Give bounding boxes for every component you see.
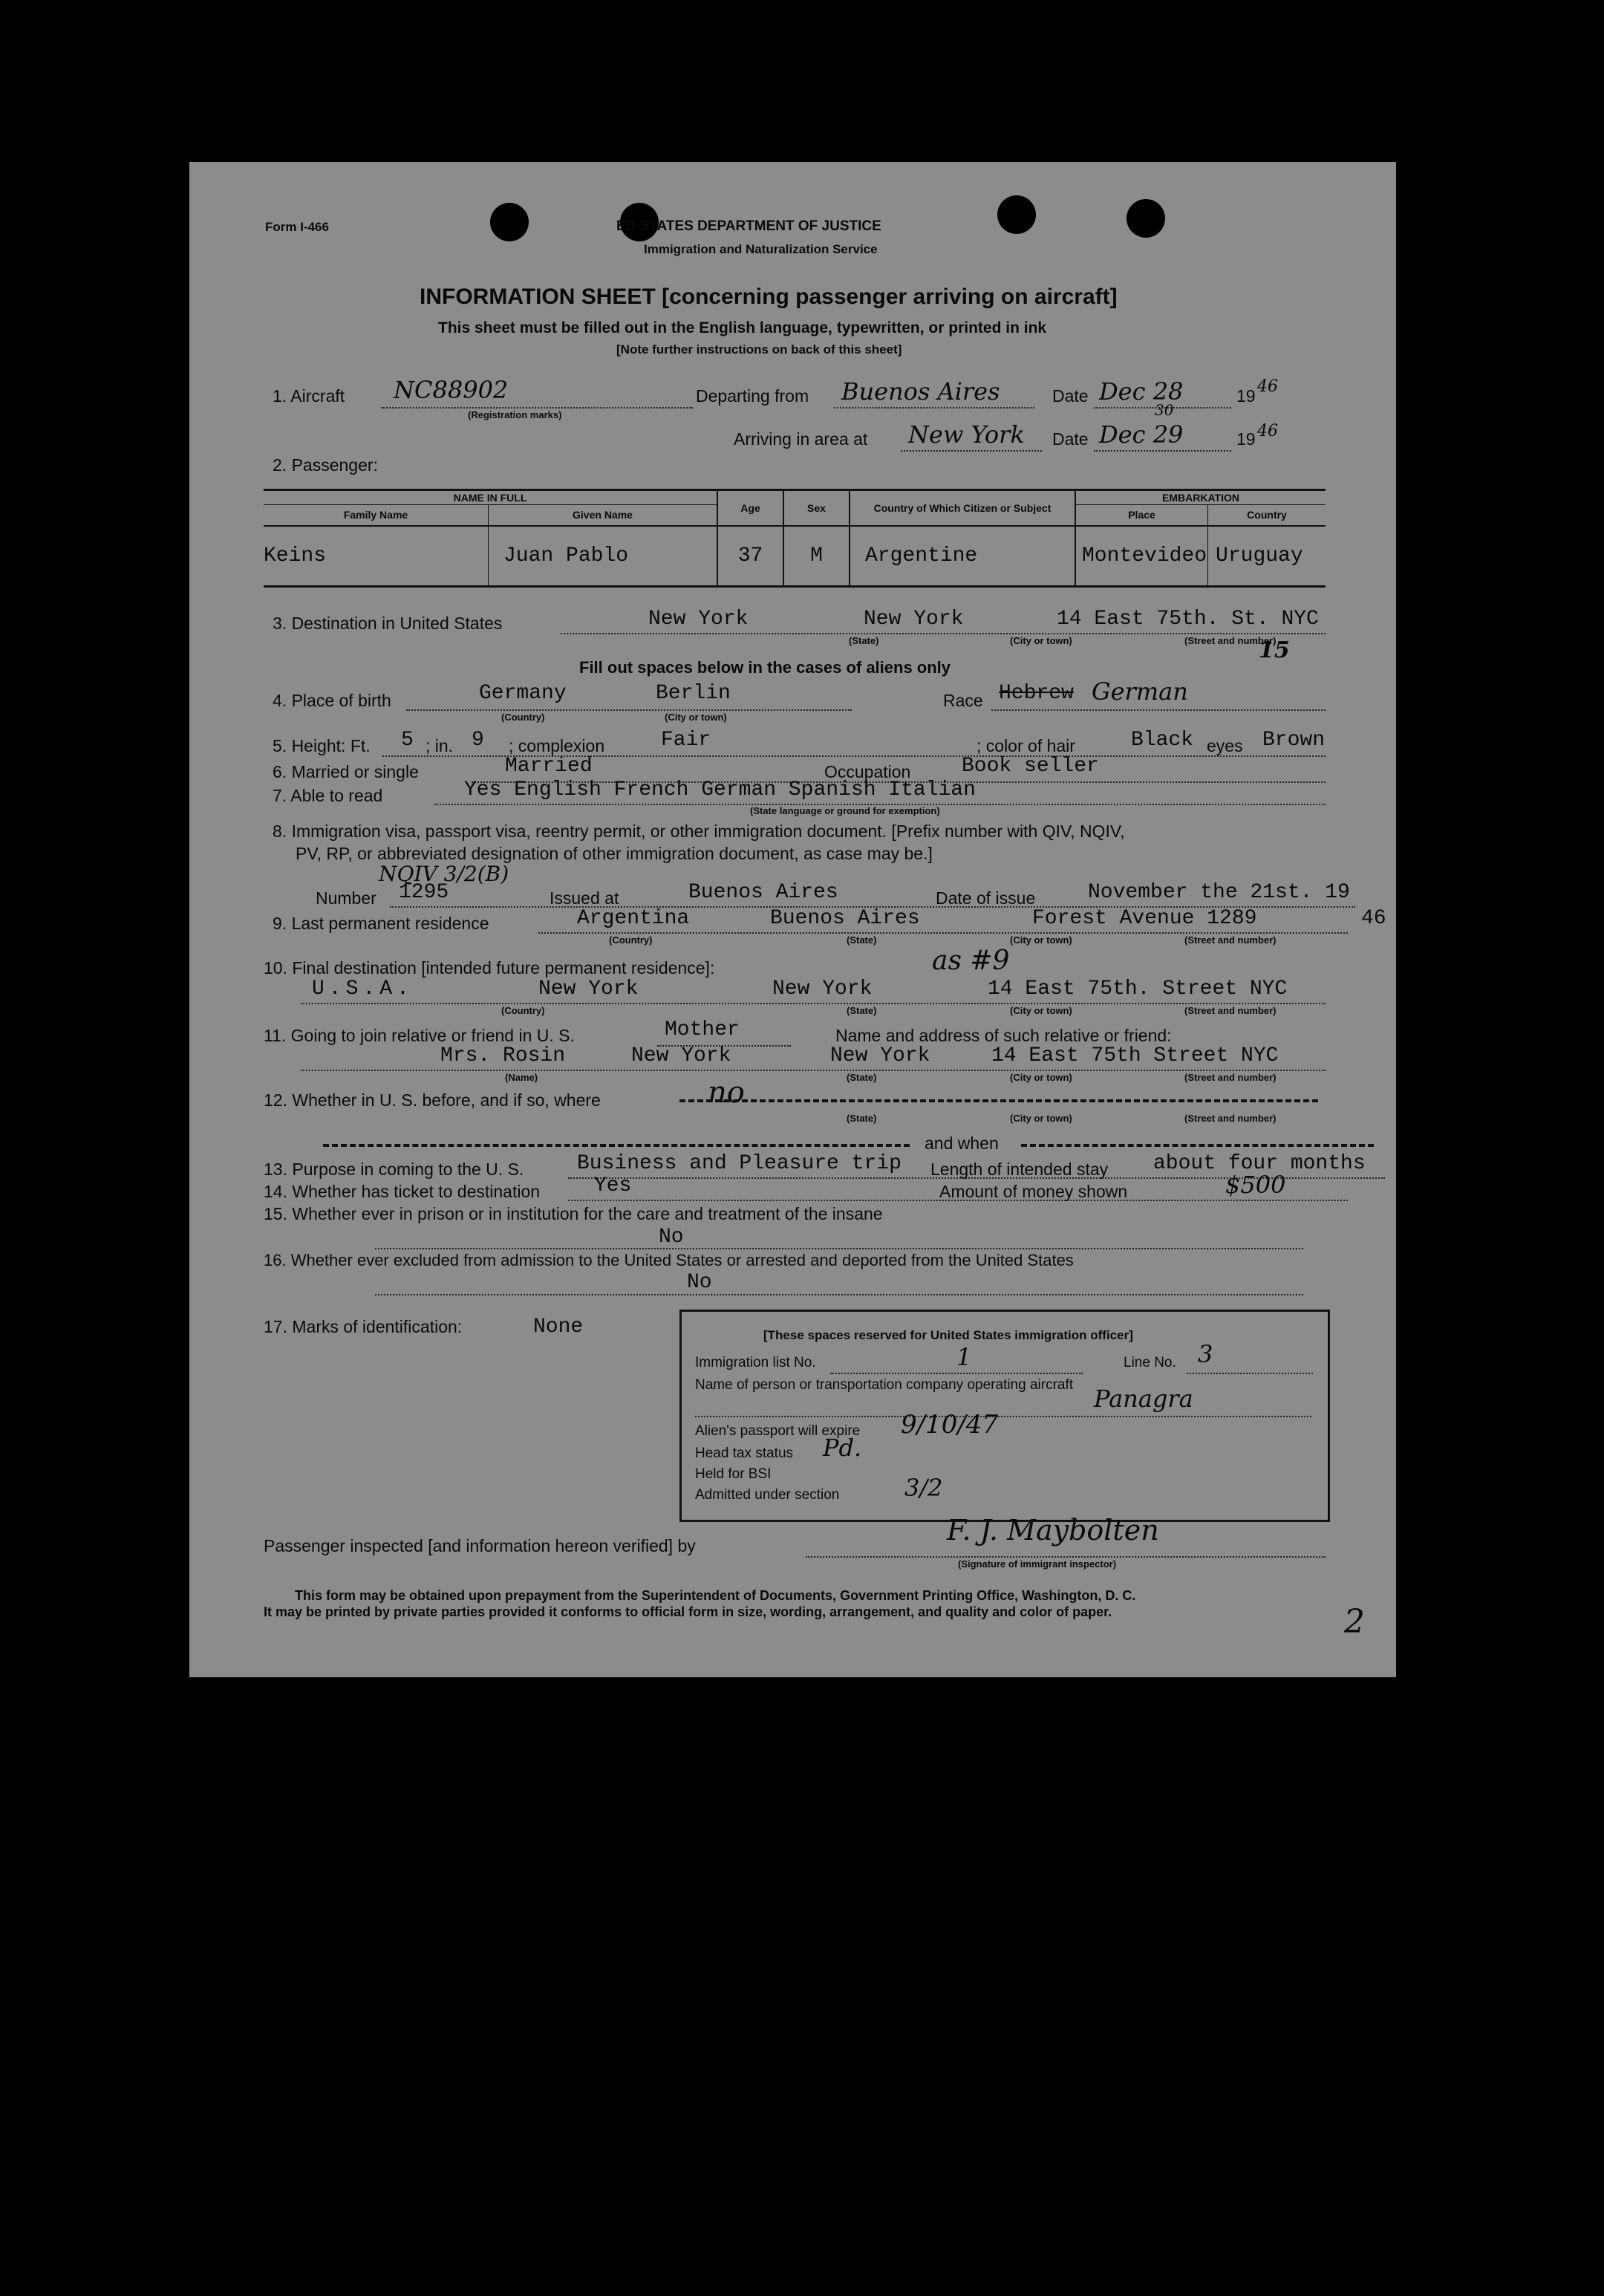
caption-name: (Name) <box>505 1072 538 1083</box>
caption-city: (City or town) <box>1010 1005 1072 1016</box>
final-destination-label: 10. Final destination [intended future permanent residence]: <box>264 958 715 978</box>
caption-city: (City or town) <box>1010 934 1072 946</box>
header-embarkation: EMBARKATION <box>1075 490 1326 505</box>
complexion-value: Fair <box>661 729 711 752</box>
prison-label: 15. Whether ever in prison or in institution for the care and treatment of the insane <box>264 1204 883 1223</box>
underline <box>695 1414 1311 1417</box>
read-label: 7. Able to read <box>273 786 383 805</box>
registration-caption: (Registration marks) <box>468 409 562 420</box>
line-no-value: 3 <box>1198 1340 1213 1368</box>
underline <box>830 1371 1083 1374</box>
admitted-label: Admitted under section <box>695 1487 840 1503</box>
header-citizen: Country of Which Citizen or Subject <box>850 490 1075 526</box>
join-relative-value: Mother <box>665 1018 740 1041</box>
occupation-value: Book seller <box>962 755 1099 778</box>
height-in: 9 <box>472 729 484 752</box>
destination-street: 14 East 75th. St. NYC <box>1057 608 1319 631</box>
sex-value: M <box>783 526 850 587</box>
when-label: and when <box>925 1134 999 1153</box>
arrival-year-prefix: 19 <box>1236 429 1256 449</box>
purpose-label: 13. Purpose in coming to the U. S. <box>264 1160 524 1179</box>
previous-visit-label: 12. Whether in U. S. before, and if so, where <box>264 1090 601 1110</box>
underline <box>406 708 852 711</box>
underline <box>834 406 1034 409</box>
underline <box>568 1198 1348 1201</box>
company-value: Panagra <box>1094 1385 1193 1413</box>
visa-number: 1295 <box>399 881 449 904</box>
underline <box>806 1555 1326 1558</box>
underline <box>1094 449 1231 452</box>
list-no-label: Immigration list No. <box>695 1355 816 1370</box>
arriving-value: New York <box>908 420 1025 449</box>
passport-expire-value: 9/10/47 <box>901 1410 999 1440</box>
head-tax-value: Pd. <box>823 1434 862 1462</box>
embark-place: Montevideo <box>1075 526 1208 587</box>
marks-value: None <box>533 1316 584 1339</box>
caption-street: (Street and number) <box>1184 1072 1277 1083</box>
header-sex: Sex <box>783 490 850 526</box>
complexion-label: ; complexion <box>509 736 605 755</box>
final-city: New York <box>772 978 873 1001</box>
citizen-value: Argentine <box>850 526 1075 587</box>
date-of-issue-year: 46 <box>1361 907 1386 930</box>
destination-city: New York <box>864 608 964 631</box>
officer-box-title: [These spaces reserved for United States immigration officer] <box>763 1328 1133 1342</box>
issued-label: Issued at <box>550 888 619 908</box>
money-value: $500 <box>1225 1171 1286 1199</box>
caption-city: (City or town) <box>1010 1113 1072 1124</box>
page-mark: 2 <box>1344 1603 1365 1641</box>
race-handwritten: German <box>1092 677 1188 706</box>
arrival-date-correction: 30 <box>1155 401 1174 419</box>
strike-line <box>679 1099 1318 1102</box>
header-family-name: Family Name <box>264 505 489 526</box>
arrival-date-label: Date <box>1052 429 1089 449</box>
money-label: Amount of money shown <box>939 1182 1128 1201</box>
date-label: Date <box>1052 386 1089 406</box>
underline <box>901 449 1042 452</box>
family-name: Keins <box>264 526 489 587</box>
height-ft: 5 <box>401 729 414 752</box>
list-no-value: 1 <box>956 1343 972 1371</box>
visa-number-label: Number <box>316 888 376 908</box>
given-name: Juan Pablo <box>489 526 718 587</box>
service-name: Immigration and Naturalization Service <box>644 242 878 256</box>
birthplace-label: 4. Place of birth <box>273 691 391 710</box>
caption-city: (City or town) <box>1010 635 1072 646</box>
caption-street: (Street and number) <box>1184 1005 1277 1016</box>
aircraft-value: NC88902 <box>394 376 509 404</box>
instruction-line: This sheet must be filled out in the English language, typewritten, or printed in ink <box>438 319 1047 336</box>
height-in-label: ; in. <box>426 736 454 755</box>
age-value: 37 <box>717 526 783 587</box>
arrival-date-value: Dec 29 <box>1099 420 1184 449</box>
underline <box>538 931 1348 934</box>
previous-visit-value: no <box>708 1076 745 1110</box>
departing-label: Departing from <box>696 386 809 406</box>
date-of-issue: November the 21st. 19 <box>1088 881 1350 904</box>
read-value: Yes English French German Spanish Italian <box>464 778 976 801</box>
marks-label: 17. Marks of identification: <box>264 1317 463 1336</box>
underline <box>375 1246 1303 1249</box>
underline <box>1187 1371 1313 1374</box>
stay-value: about four months <box>1153 1152 1366 1175</box>
ticket-label: 14. Whether has ticket to destination <box>264 1182 541 1201</box>
passenger-label: 2. Passenger: <box>273 455 378 475</box>
underline <box>381 406 693 409</box>
height-label: 5. Height: Ft. <box>273 736 371 755</box>
strike-line <box>1021 1144 1374 1147</box>
footer-line-2: It may be printed by private parties provided it conforms to official form in size, wording, arrangement, and quality and color of paper. <box>264 1604 1112 1619</box>
punch-hole <box>490 203 529 241</box>
caption-state: (State) <box>847 1113 877 1124</box>
caption-country: (Country) <box>501 712 545 723</box>
header-place: Place <box>1075 505 1208 526</box>
underline <box>561 631 1326 634</box>
punch-hole <box>1127 199 1165 238</box>
aircraft-label: 1. Aircraft <box>273 386 345 406</box>
underline <box>301 1068 1326 1071</box>
date-of-issue-label: Date of issue <box>936 888 1036 908</box>
residence-label: 9. Last permanent residence <box>273 914 489 933</box>
read-caption: (State language or ground for exemption) <box>750 805 940 816</box>
q8-text-1: 8. Immigration visa, passport visa, reentry permit, or other immigration document. [Prefix number with QIV, NQIV, <box>273 822 1125 841</box>
birth-city: Berlin <box>656 682 731 705</box>
underline <box>991 708 1326 711</box>
final-country: U.S.A. <box>312 978 414 1001</box>
final-street: 14 East 75th. Street NYC <box>988 978 1288 1001</box>
line-no-label: Line No. <box>1124 1355 1176 1370</box>
footer-line-1: This form may be obtained upon prepayment from the Superintendent of Documents, Government Printing Office, Washington, D. C. <box>295 1588 1136 1603</box>
caption-street: (Street and number) <box>1184 1113 1277 1124</box>
final-destination-handwritten: as #9 <box>932 946 1010 976</box>
destination-state: New York <box>648 608 749 631</box>
relative-city: New York <box>830 1044 930 1067</box>
hair-value: Black <box>1131 729 1194 752</box>
visa-prefix-handwritten: NQIV 3/2(B) <box>379 862 509 886</box>
year-prefix: 19 <box>1236 386 1256 406</box>
inspected-label: Passenger inspected [and information hereon verified] by <box>264 1536 696 1555</box>
caption-country: (Country) <box>609 934 653 946</box>
instruction-note: [Note further instructions on back of this sheet] <box>616 342 902 357</box>
marital-label: 6. Married or single <box>273 762 419 781</box>
admitted-value: 3/2 <box>904 1474 943 1502</box>
race-value: Hebrew <box>999 682 1074 705</box>
birth-country: Germany <box>479 682 567 705</box>
marital-value: Married <box>505 755 593 778</box>
inspector-signature: F. J. Maybolten <box>947 1514 1159 1547</box>
company-label: Name of person or transportation company operating aircraft <box>695 1377 1074 1393</box>
arriving-label: Arriving in area at <box>734 429 868 449</box>
residence-state: Buenos Aires <box>770 907 920 930</box>
header-name-full: NAME IN FULL <box>264 490 717 505</box>
destination-label: 3. Destination in United States <box>273 614 503 633</box>
caption-city: (City or town) <box>665 712 727 723</box>
ticket-value: Yes <box>594 1174 632 1197</box>
prison-value: No <box>659 1226 684 1249</box>
q8-text-2: PV, RP, or abbreviated designation of other immigration document, as case may be.] <box>296 844 933 863</box>
arrival-year-value: 46 <box>1257 422 1278 440</box>
year-value: 46 <box>1257 377 1278 396</box>
final-state: New York <box>538 978 639 1001</box>
purpose-value: Business and Pleasure trip <box>577 1152 902 1175</box>
relative-name: Mrs. Rosin <box>440 1044 566 1067</box>
form-title: INFORMATION SHEET [concerning passenger arriving on aircraft] <box>420 284 1118 309</box>
occupation-label: Occupation <box>824 762 911 781</box>
caption-street: (Street and number) <box>1184 635 1277 646</box>
relative-address-label: Name and address of such relative or friend: <box>835 1026 1172 1045</box>
aliens-only-header: Fill out spaces below in the cases of aliens only <box>579 658 951 677</box>
embark-country: Uruguay <box>1208 526 1326 587</box>
passport-expire-label: Alien's passport will expire <box>695 1423 861 1439</box>
passenger-table <box>264 489 1326 588</box>
form-sheet <box>189 162 1396 1677</box>
head-tax-label: Head tax status <box>695 1445 794 1461</box>
stay-label: Length of intended stay <box>930 1160 1109 1179</box>
date-value: Dec 28 <box>1099 377 1184 406</box>
strike-line <box>323 1144 910 1147</box>
departing-value: Buenos Aires <box>841 377 1000 406</box>
form-number: Form I-466 <box>265 220 329 234</box>
underline <box>375 1292 1303 1295</box>
underline <box>301 1001 1326 1004</box>
issued-value: Buenos Aires <box>688 881 838 904</box>
bsi-label: Held for BSI <box>695 1466 772 1482</box>
destination-handwritten: 15 <box>1259 637 1290 663</box>
caption-state: (State) <box>847 1005 877 1016</box>
residence-street: Forest Avenue 1289 <box>1032 907 1257 930</box>
caption-state: (State) <box>847 1072 877 1083</box>
department-name: ED STATES DEPARTMENT OF JUSTICE <box>616 218 881 234</box>
caption-street: (Street and number) <box>1184 934 1277 946</box>
caption-state: (State) <box>847 934 877 946</box>
race-label: Race <box>943 691 983 710</box>
residence-country: Argentina <box>577 907 690 930</box>
caption-city: (City or town) <box>1010 1072 1072 1083</box>
excluded-value: No <box>687 1271 712 1294</box>
eyes-value: Brown <box>1262 729 1326 752</box>
caption-state: (State) <box>849 635 879 646</box>
relative-street: 14 East 75th Street NYC <box>991 1044 1279 1067</box>
caption-country: (Country) <box>501 1005 545 1016</box>
officer-box <box>679 1310 1330 1522</box>
signature-caption: (Signature of immigrant inspector) <box>958 1558 1117 1570</box>
header-given-name: Given Name <box>489 505 718 526</box>
relative-state: New York <box>631 1044 731 1067</box>
excluded-label: 16. Whether ever excluded from admission to the United States or arrested and deported from the United States <box>264 1251 1074 1269</box>
hair-label: ; color of hair <box>977 736 1075 755</box>
join-relative-label: 11. Going to join relative or friend in U. S. <box>264 1026 575 1045</box>
punch-hole <box>997 195 1036 234</box>
header-age: Age <box>717 490 783 526</box>
eyes-label: eyes <box>1207 736 1243 755</box>
header-country: Country <box>1247 509 1287 521</box>
